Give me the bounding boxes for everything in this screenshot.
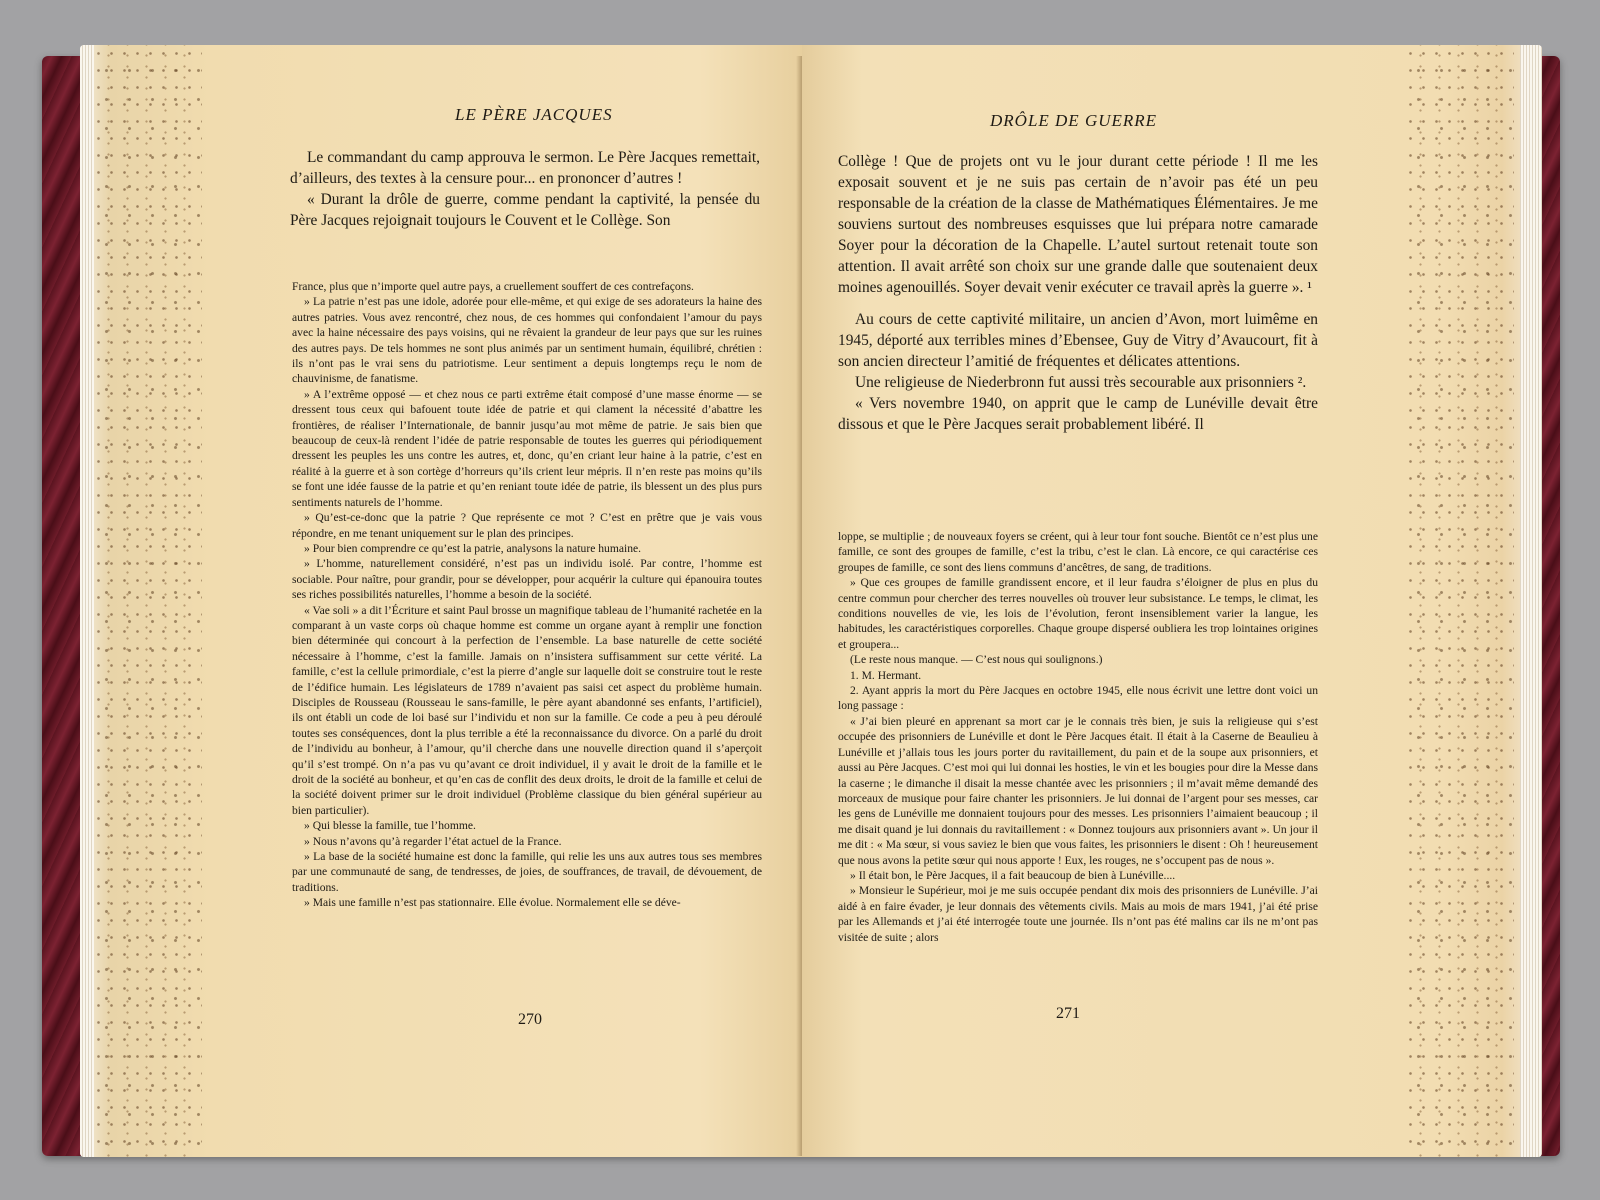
running-head-left: LE PÈRE JACQUES xyxy=(455,105,613,124)
note-paragraph: » Mais une famille n’est pas stationnaire. Elle évolue. Normalement elle se déve- xyxy=(304,896,681,910)
paragraph: Une religieuse de Niederbronn fut aussi très secourable aux prisonniers ². xyxy=(855,374,1307,391)
left-footnotes xyxy=(292,279,762,911)
paragraph: Au cours de cette captivité militaire, un ancien d’Avon, mort luimême en 1945, déporté aux terribles mines d’Ebensee, Guy de Vitry d’Avaucourt, fit à son ancien directeur l’amitié de fréquentes et délicates attentions. xyxy=(838,311,1318,370)
note-paragraph: » La base de la société humaine est donc la famille, qui relie les uns aux autres tous ses membres par une communauté de sang, de tendresses, de joies, de souffrances, de travail, de dévouement, de traditions. xyxy=(292,850,762,894)
paragraph: « Durant la drôle de guerre, comme pendant la captivité, la pensée du Père Jacques rejoignait toujours le Couvent et le Collège. Son xyxy=(290,191,760,229)
note-paragraph: » A l’extrême opposé — et chez nous ce parti extrême était composé d’une masse énorme — se dressent tous ceux qui bafouent toute idée de patrie et qui clament la nécessité d’abattre les frontières, de réaliser l’Internationale, de bannir jusqu’au mot même de patrie. Je sais bien que beaucoup de ceux-là rendent l’idée de patrie responsable de toutes les guerres qui périodiquement dressent les peuples les uns contre les autres, et, donc, qu’en criant leur haine à la patrie, c’est en réalité à la guerre et à son cortège d’horreurs qu’ils crient leur mépris. Il n’en reste pas moins qu’ils se font une idée fausse de la patrie et qu’en reniant toute idée de patrie, ils blessent un des plus purs sentiments naturels de l’homme. xyxy=(292,387,762,509)
paragraph: Collège ! Que de projets ont vu le jour durant cette période ! Il me les exposait souvent et je ne suis pas certain de n’avoir pas été un peu responsable de la création de la classe de Mathématiques Élémentaires. Je me souviens surtout des nombreuses esquisses que lui prépara notre camarade Soyer pour la décoration de la Chapelle. L’autel surtout retenait toute son attention. Il avait arrêté son choix sur une grande dalle que soutenaient deux moines agenouillés. Soyer devait venir exécuter ce travail après la guerre ». ¹ xyxy=(838,153,1318,296)
right-main-text xyxy=(838,151,1318,435)
note-paragraph: « Vae soli » a dit l’Écriture et saint Paul brosse un magnifique tableau de l’humanité rachetée en la comparant à un vaste corps où chaque homme est comme un organe ayant à remplir une fonction bien déterminée qui concourt à la perfection de l’ensemble. La base naturelle de cette société nécessaire à l’homme, c’est la famille. Jamais on n’insistera suffisamment sur cette vérité. La famille, c’est la cellule primordiale, c’est la pierre d’angle sur laquelle doit se construire tout le reste de l’édifice humain. Les législateurs de 1789 n’avaient pas saisi cet aspect du problème humain. Disciples de Rousseau (Rousseau le sans-famille, le père ayant abandonné ses enfants, l’artificiel), ils ont établi un code de loi basé sur l’individu et non sur la famille. Ce code a peu à peu déroulé toutes ses conséquences, dont la plus terrible a été la reconnaissance du divorce. On a parlé du droit de l’individu au bonheur, à l’amour, qu’il cherche dans une nouvelle direction quand il s’aperçoit qu’il s’est trompé. On n’a pas vu qu’avant ce droit individuel, il y avait le droit de la famille et le droit de la société au bonheur, et qu’en cas de conflit des deux droits, le droit de la famille et celui de la société doivent primer sur le droit individuel (Problème classique du bien général supérieur au bien particulier). xyxy=(292,603,762,817)
note-paragraph: » La patrie n’est pas une idole, adorée pour elle-même, et qui exige de ses adorateurs la haine des autres patries. Vous avez rencontré, chez nous, de ces hommes qui confondaient l’amour du pays avec la haine nécessaire des pays voisins, qui ne rêvaient la grandeur de leur pays que sur les ruines des autres pays. De tels hommes ne sont plus animés par un sentiment humain, équilibré, chrétien : ils n’ont pas le vrai sens du patriotisme. Leur sentiment a depuis longtemps reçu le nom de chauvinisme, de fanatisme. xyxy=(292,295,762,386)
note-paragraph: » Qu’est-ce-donc que la patrie ? Que représente ce mot ? C’est en prêtre que je vais vous répondre, en me tenant uniquement sur le plan des principes. xyxy=(292,511,762,540)
page-number-right: 271 xyxy=(1056,1005,1080,1022)
page-edges-right xyxy=(1520,45,1542,1157)
paragraph: « Vers novembre 1940, on apprit que le camp de Lunéville devait être dissous et que le Père Jacques serait probablement libéré. Il xyxy=(838,395,1318,433)
note-paragraph: » L’homme, naturellement considéré, n’est pas un individu isolé. Par contre, l’homme est sociable. Pour naître, pour grandir, pour se développer, pour acquérir la culture qui épanouira toutes ses riches possibilités naturelles, l’homme a besoin de la société. xyxy=(292,557,762,602)
note-paragraph: » Nous n’avons qu’à regarder l’état actuel de la France. xyxy=(304,834,562,848)
footnote-1: 1. M. Hermant. xyxy=(850,668,922,682)
right-footnotes xyxy=(838,529,1318,945)
note-paragraph: (Le reste nous manque. — C’est nous qui soulignons.) xyxy=(850,653,1103,667)
note-paragraph: » Qui blesse la famille, tue l’homme. xyxy=(304,819,476,833)
note-paragraph: « J’ai bien pleuré en apprenant sa mort car je le connais très bien, je suis la religieuse qui s’est occupée des prisonniers de Lunéville et dont le Père Jacques était. Il était à la Caserne de Beaulieu à Lunéville et j’allais tous les jours porter du ravitaillement, du pain et de la soupe aux prisonniers, et aussi au Père Jacques. C’est moi qui lui donnai les hosties, le vin et les bougies pour dire la Messe dans la caserne ; le dimanche il disait la messe chantée avec les prisonniers ; il m’avait même demandé des morceaux de musique pour faire chanter les prisonniers. Je lui donnai de l’argent pour ses messes, car les gens de Lunéville me donnaient toujours pour des messes. Les prisonniers l’aimaient beaucoup ; il me disait quand je lui donnais du ravitaillement : « Donnez toujours aux prisonniers avant ». Un jour il me dit : « Ma sœur, si vous saviez le bien que vous faites, les prisonniers le disent : Oh ! heureusement que nous avons la petite sœur qui nous apporte ! Eux, les rouges, ne s’occupent pas de nous ». xyxy=(838,714,1318,867)
note-paragraph: » Que ces groupes de famille grandissent encore, et il leur faudra s’éloigner de plus en plus du centre commun pour chercher des terres nouvelles où trouver leur subsistance. Le temps, le climat, les conditions nouvelles de vie, les lois de l’évolution, feront insensiblement varier la langue, les habitudes, les caractéristiques corporelles. Chaque groupe dispersé oubliera les trop lointaines origines et groupera... xyxy=(838,576,1318,651)
note-paragraph: » Monsieur le Supérieur, moi je me suis occupée pendant dix mois des prisonniers de Lunéville. J’ai aidé à en faire évader, je leur donnais des vêtements civils. Mais au mois de mars 1941, j’ai été prise par les Allemands et j’ai été interrogée toute une journée. Ils n’ont pas été malins car ils ne m’ont pas visitée de suite ; alors xyxy=(838,884,1318,944)
left-page xyxy=(80,45,802,1157)
foxing-left xyxy=(92,45,202,1157)
footnote-2: 2. Ayant appris la mort du Père Jacques en octobre 1945, elle nous écrivit une lettre dont voici un long passage : xyxy=(838,684,1318,713)
note-paragraph: loppe, se multiplie ; de nouveaux foyers se créent, qui à leur tour font souche. Bientôt ce n’est plus une famille, ce sont des groupes de famille, c’est la tribu, c’est le clan. Là encore, ce qui caractérise ces groupes de famille, ce sont des liens communs d’ancêtres, de sang, de traditions. xyxy=(838,530,1318,574)
running-head-right: DRÔLE DE GUERRE xyxy=(990,111,1158,130)
note-paragraph: » Pour bien comprendre ce qu’est la patrie, analysons la nature humaine. xyxy=(304,541,642,555)
note-paragraph: France, plus que n’importe quel autre pays, a cruellement souffert de ces contrefaçons. xyxy=(292,280,694,293)
paragraph: Le commandant du camp approuva le sermon. Le Père Jacques remettait, d’ailleurs, des textes à la censure pour... en prononcer d’autres ! xyxy=(290,149,760,187)
foxing-right xyxy=(1404,45,1514,1157)
left-main-text xyxy=(290,147,760,231)
note-paragraph: » Il était bon, le Père Jacques, il a fait beaucoup de bien à Lunéville.... xyxy=(850,868,1176,882)
page-number-left: 270 xyxy=(518,1011,542,1028)
right-page xyxy=(802,45,1542,1157)
